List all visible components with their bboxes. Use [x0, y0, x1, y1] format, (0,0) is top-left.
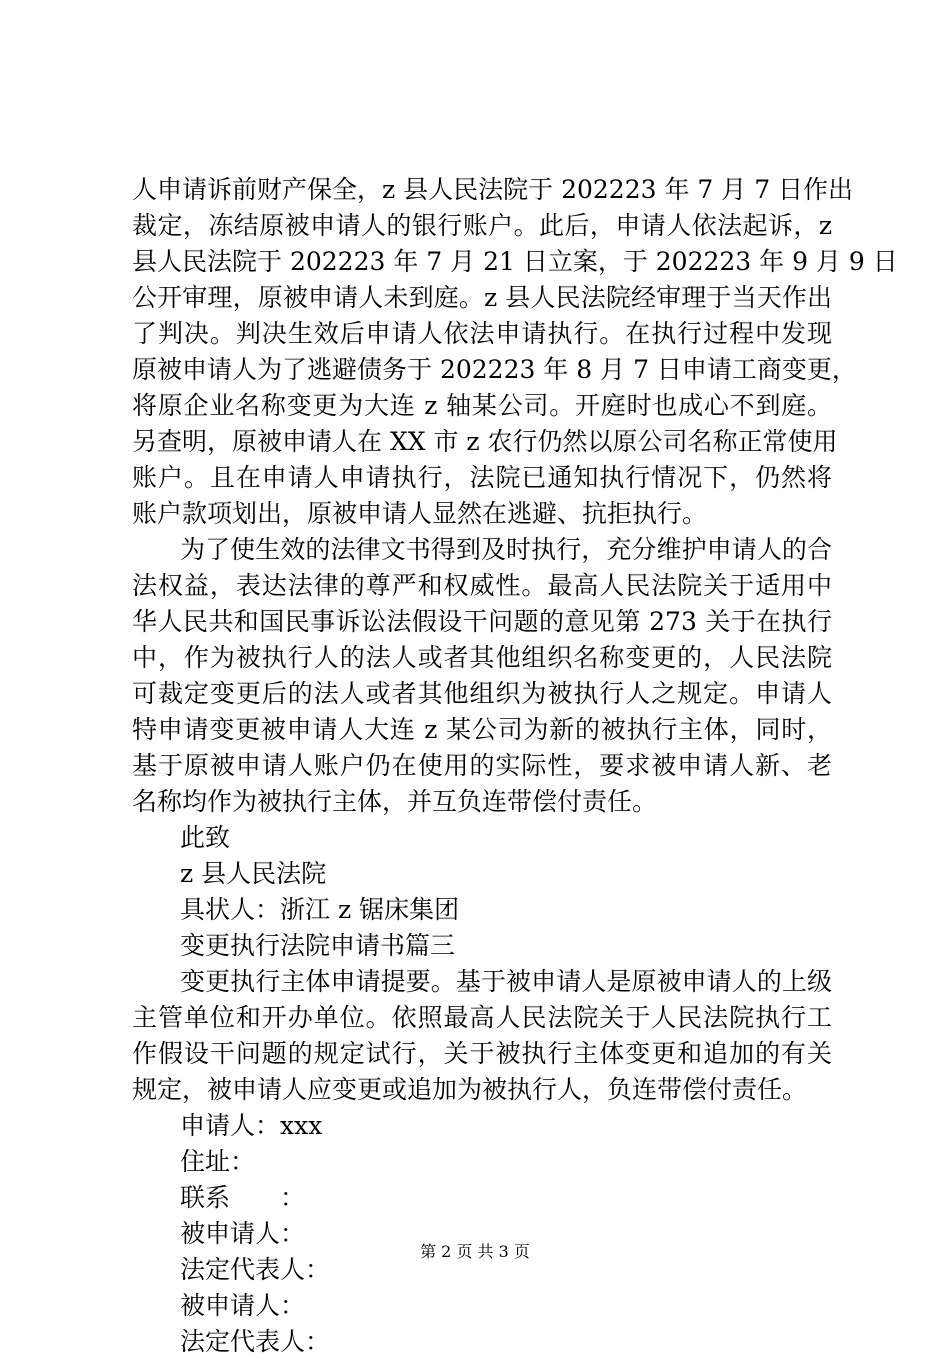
paragraph-1-line: 账户款项划出，原被申请人显然在逃避、抗拒执行。: [132, 499, 708, 528]
paragraph-1-line: 原被申请人为了逃避债务于 202223 年 8 月 7 日申请工商变更，: [132, 355, 857, 384]
address-field: 住址：: [180, 1147, 256, 1176]
document-body: [132, 172, 898, 1360]
legal-representative-field: 法定代表人：: [180, 1327, 331, 1356]
paragraph-3-line: 主管单位和开办单位。依照最高人民法院关于人民法院执行工: [132, 1003, 832, 1032]
paragraph-3-line: 作假设干问题的规定试行，关于被执行主体变更和追加的有关: [132, 1039, 832, 1068]
salutation: 此致: [180, 823, 231, 852]
paragraph-2-line: 可裁定变更后的法人或者其他组织为被执行人之规定。申请人: [132, 679, 832, 708]
paragraph-2-line: 名称均作为被执行主体，并互负连带偿付责任。: [132, 787, 658, 816]
legal-representative-field: 法定代表人：: [180, 1255, 331, 1284]
paragraph-1-line: 人申请诉前财产保全，z 县人民法院于 202223 年 7 月 7 日作出: [132, 175, 854, 204]
paragraph-1-line: 裁定，冻结原被申请人的银行账户。此后，申请人依法起诉，z: [132, 211, 832, 240]
paragraph-1-line: 将原企业名称变更为大连 z 轴某公司。开庭时也成心不到庭。: [132, 391, 832, 420]
paragraph-3-line: 变更执行主体申请提要。基于被申请人是原被申请人的上级: [180, 967, 832, 996]
paragraph-1-line: 了判决。判决生效后申请人依法申请执行。在执行过程中发现: [132, 319, 832, 348]
court-name: z 县人民法院: [180, 859, 327, 888]
paragraph-2-line: 基于原被申请人账户仍在使用的实际性，要求被申请人新、老: [132, 751, 832, 780]
paragraph-1-line: 账户。且在申请人申请执行，法院已通知执行情况下，仍然将: [132, 463, 832, 492]
paragraph-2-line: 中，作为被执行人的法人或者其他组织名称变更的，人民法院: [132, 643, 832, 672]
paragraph-1-line: 公开审理，原被申请人未到庭。z 县人民法院经审理于当天作出: [132, 283, 832, 312]
applicant-field: 申请人：xxx: [180, 1111, 323, 1140]
paragraph-1-line: 另查明，原被申请人在 XX 市 z 农行仍然以原公司名称正常使用: [132, 427, 838, 456]
paragraph-2-line: 为了使生效的法律文书得到及时执行，充分维护申请人的合: [180, 535, 832, 564]
contact-field: 联系 ：: [180, 1183, 306, 1212]
respondent-field: 被申请人：: [180, 1219, 306, 1248]
petitioner-signature: 具状人：浙江 z 锯床集团: [180, 895, 460, 924]
paragraph-2-line: 法权益，表达法律的尊严和权威性。最高人民法院关于适用中: [132, 571, 832, 600]
paragraph-2-line: 华人民共和国民事诉讼法假设干问题的意见第 273 关于在执行: [132, 607, 832, 636]
section-title: 变更执行法院申请书篇三: [180, 931, 456, 960]
paragraph-2-line: 特申请变更被申请人大连 z 某公司为新的被执行主体，同时，: [132, 715, 832, 744]
respondent-field: 被申请人：: [180, 1291, 306, 1320]
paragraph-3-line: 规定，被申请人应变更或追加为被执行人，负连带偿付责任。: [132, 1075, 808, 1104]
page-footer: 第 2 页 共 3 页: [420, 1242, 530, 1261]
paragraph-1-line: 县人民法院于 202223 年 7 月 21 日立案，于 202223 年 9 月 9 日: [132, 247, 898, 276]
